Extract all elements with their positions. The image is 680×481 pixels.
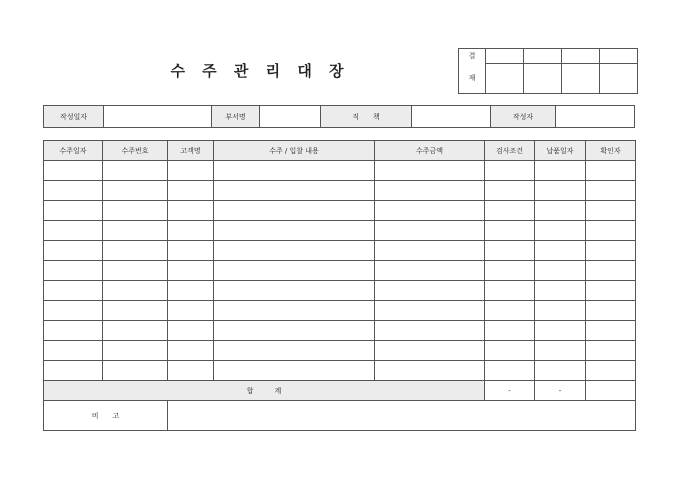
table-cell[interactable]: [375, 181, 485, 201]
table-cell[interactable]: [586, 281, 636, 301]
table-row: [44, 201, 636, 221]
table-cell[interactable]: [103, 281, 168, 301]
approval-signer-header: [524, 49, 562, 64]
table-cell[interactable]: [485, 261, 535, 281]
table-cell[interactable]: [375, 201, 485, 221]
header-order-date: 수주일자: [44, 141, 103, 161]
approval-sign-cell[interactable]: [600, 64, 638, 94]
total-inspection: -: [485, 381, 535, 401]
table-row: [44, 181, 636, 201]
table-cell[interactable]: [375, 341, 485, 361]
table-cell[interactable]: [586, 321, 636, 341]
header-order-number: 수주번호: [103, 141, 168, 161]
table-cell[interactable]: [586, 161, 636, 181]
table-cell[interactable]: [44, 221, 103, 241]
table-cell[interactable]: [214, 281, 375, 301]
table-cell[interactable]: [375, 241, 485, 261]
table-cell[interactable]: [375, 321, 485, 341]
table-cell[interactable]: [375, 261, 485, 281]
table-row: [44, 241, 636, 261]
table-cell[interactable]: [103, 341, 168, 361]
table-cell[interactable]: [44, 341, 103, 361]
header-content: 수주 / 입찰 내용: [214, 141, 375, 161]
table-cell[interactable]: [375, 221, 485, 241]
table-cell[interactable]: [485, 361, 535, 381]
table-cell[interactable]: [103, 181, 168, 201]
header-customer: 고객명: [168, 141, 214, 161]
table-cell[interactable]: [485, 241, 535, 261]
table-cell[interactable]: [485, 201, 535, 221]
table-cell[interactable]: [214, 181, 375, 201]
approval-signer-header: [486, 49, 524, 64]
approval-sign-cell[interactable]: [524, 64, 562, 94]
total-confirmer[interactable]: [586, 381, 636, 401]
orders-header-row: [44, 141, 636, 161]
table-cell[interactable]: [375, 161, 485, 181]
dept-label: 부서명: [212, 106, 260, 128]
table-cell[interactable]: [535, 281, 586, 301]
header-confirmer: 확인자: [586, 141, 636, 161]
table-cell[interactable]: [168, 281, 214, 301]
orders-table: [43, 140, 636, 431]
table-cell[interactable]: [375, 361, 485, 381]
table-cell[interactable]: [103, 361, 168, 381]
table-cell[interactable]: [103, 161, 168, 181]
table-cell[interactable]: [586, 221, 636, 241]
table-cell[interactable]: [535, 201, 586, 221]
table-cell[interactable]: [214, 341, 375, 361]
table-cell[interactable]: [535, 341, 586, 361]
approval-signer-header: [600, 49, 638, 64]
total-label: 합 계: [44, 381, 485, 401]
table-cell[interactable]: [485, 181, 535, 201]
table-cell[interactable]: [535, 361, 586, 381]
date-label: 작성일자: [44, 106, 104, 128]
total-row: [44, 381, 636, 401]
table-cell[interactable]: [485, 161, 535, 181]
table-cell[interactable]: [103, 301, 168, 321]
table-cell[interactable]: [103, 321, 168, 341]
table-cell[interactable]: [535, 221, 586, 241]
table-cell[interactable]: [586, 181, 636, 201]
dept-field[interactable]: [260, 106, 321, 128]
table-cell[interactable]: [535, 181, 586, 201]
table-cell[interactable]: [214, 241, 375, 261]
table-cell[interactable]: [535, 301, 586, 321]
table-cell[interactable]: [214, 301, 375, 321]
table-row: [44, 221, 636, 241]
table-cell[interactable]: [214, 261, 375, 281]
table-cell[interactable]: [168, 221, 214, 241]
table-cell[interactable]: [586, 201, 636, 221]
table-cell[interactable]: [168, 341, 214, 361]
remark-row: [44, 401, 636, 431]
table-cell[interactable]: [44, 281, 103, 301]
table-cell[interactable]: [168, 261, 214, 281]
approval-sign-cell[interactable]: [486, 64, 524, 94]
table-cell[interactable]: [103, 261, 168, 281]
table-cell[interactable]: [535, 241, 586, 261]
table-cell[interactable]: [168, 181, 214, 201]
table-cell[interactable]: [44, 361, 103, 381]
table-cell[interactable]: [586, 341, 636, 361]
table-cell[interactable]: [168, 321, 214, 341]
table-cell[interactable]: [44, 181, 103, 201]
table-cell[interactable]: [168, 201, 214, 221]
table-row: [44, 321, 636, 341]
document-title: 수 주 관 리 대 장: [170, 62, 350, 80]
approval-label-bottom: 재: [459, 64, 486, 94]
table-cell[interactable]: [168, 301, 214, 321]
info-table: [43, 105, 635, 128]
table-row: [44, 261, 636, 281]
approval-signer-header: [562, 49, 600, 64]
table-cell[interactable]: [103, 201, 168, 221]
table-cell[interactable]: [103, 241, 168, 261]
table-cell[interactable]: [535, 161, 586, 181]
table-row: [44, 281, 636, 301]
table-cell[interactable]: [485, 321, 535, 341]
writer-field[interactable]: [556, 106, 635, 128]
table-row: [44, 361, 636, 381]
table-cell[interactable]: [586, 301, 636, 321]
table-cell[interactable]: [214, 221, 375, 241]
table-cell[interactable]: [586, 361, 636, 381]
position-field[interactable]: [412, 106, 491, 128]
order-rows: [44, 161, 636, 381]
total-delivery: -: [535, 381, 586, 401]
table-cell[interactable]: [214, 361, 375, 381]
table-row: [44, 301, 636, 321]
table-cell[interactable]: [375, 281, 485, 301]
table-cell[interactable]: [586, 241, 636, 261]
writer-label: 작성자: [491, 106, 556, 128]
table-cell[interactable]: [214, 201, 375, 221]
table-cell[interactable]: [44, 261, 103, 281]
table-cell[interactable]: [485, 341, 535, 361]
table-cell[interactable]: [44, 321, 103, 341]
table-row: [44, 341, 636, 361]
approval-sign-cell[interactable]: [562, 64, 600, 94]
table-cell[interactable]: [44, 161, 103, 181]
table-cell[interactable]: [214, 321, 375, 341]
table-cell[interactable]: [214, 161, 375, 181]
table-cell[interactable]: [375, 301, 485, 321]
table-cell[interactable]: [485, 301, 535, 321]
header-inspection: 검사조건: [485, 141, 535, 161]
table-cell[interactable]: [485, 221, 535, 241]
date-field[interactable]: [104, 106, 212, 128]
table-cell[interactable]: [103, 221, 168, 241]
approval-box: [458, 48, 638, 94]
remark-label: 비 고: [44, 401, 168, 431]
table-cell[interactable]: [168, 161, 214, 181]
table-cell[interactable]: [535, 261, 586, 281]
table-cell[interactable]: [44, 201, 103, 221]
approval-label-top: 결: [459, 49, 486, 64]
remark-field[interactable]: [168, 401, 636, 431]
table-cell[interactable]: [44, 301, 103, 321]
table-cell[interactable]: [535, 321, 586, 341]
position-label: 직 책: [321, 106, 412, 128]
header-amount: 수주금액: [375, 141, 485, 161]
table-cell[interactable]: [168, 241, 214, 261]
table-cell[interactable]: [44, 241, 103, 261]
table-cell[interactable]: [586, 261, 636, 281]
table-cell[interactable]: [485, 281, 535, 301]
table-row: [44, 161, 636, 181]
table-cell[interactable]: [168, 361, 214, 381]
header-delivery-date: 납품일자: [535, 141, 586, 161]
